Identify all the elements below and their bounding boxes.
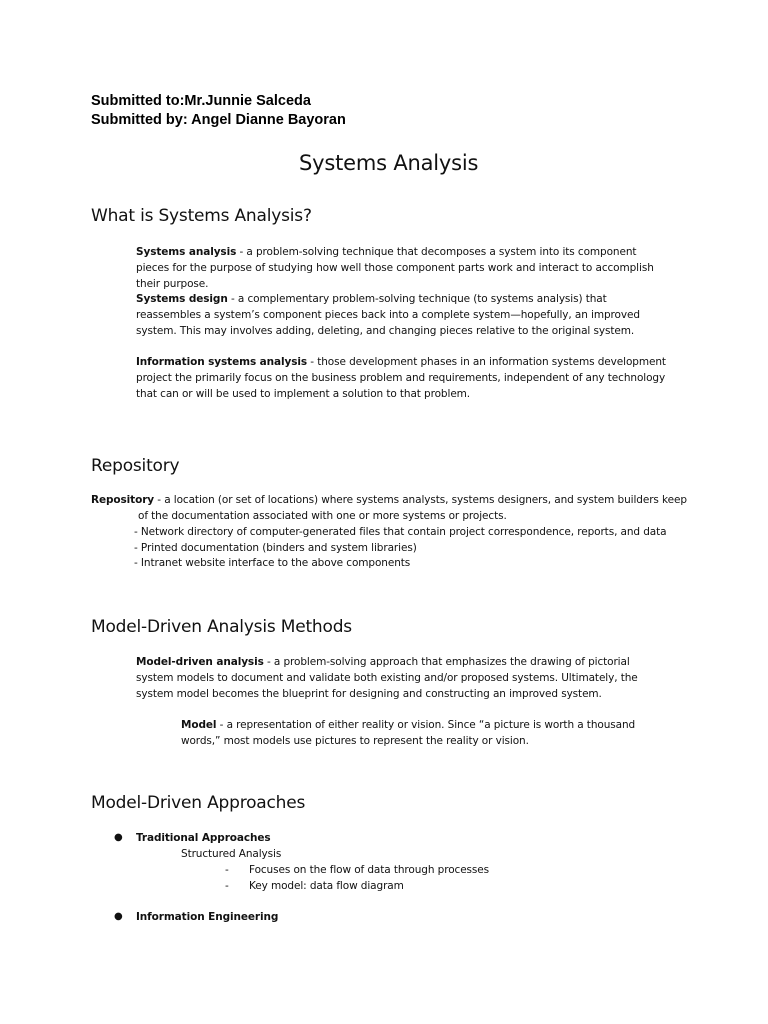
definition-systems-design bbox=[136, 292, 666, 339]
definition-text: - a problem-solving technique that decomposes a system into its component pieces for the purpose of studying how well those component parts work and interact to accomplish their purpose. bbox=[136, 246, 654, 290]
dash-icon: - bbox=[225, 864, 229, 876]
definition-text: - a complementary problem-solving technique (to systems analysis) that reassembles a system’s component pieces back into a complete system—hopefully, an improved system. This may involves adding, deleting, and changing pieces relative to the original system. bbox=[136, 293, 640, 337]
section-heading-model-driven-approaches: Model-Driven Approaches bbox=[91, 793, 306, 813]
submitted-to: Submitted to:Mr.Junnie Salceda bbox=[91, 93, 311, 109]
definition-information-systems-analysis bbox=[136, 355, 666, 402]
bullet-traditional-approaches: Traditional Approaches bbox=[136, 832, 271, 844]
definition-text: - a problem-solving approach that emphasizes the drawing of pictorial system models to document and validate both existing and/or proposed systems. Ultimately, the system model becomes the blueprint for designing and constructing an improved system. bbox=[136, 656, 638, 700]
section-heading-repository: Repository bbox=[91, 456, 180, 476]
dash-item: Focuses on the flow of data through processes bbox=[249, 864, 490, 876]
definition-text: - a representation of either reality or vision. Since “a picture is worth a thousand words,” most models use pictures to represent the reality or vision. bbox=[181, 719, 636, 747]
definition-model-driven-analysis bbox=[136, 655, 666, 702]
sub-item-structured-analysis: Structured Analysis bbox=[181, 848, 282, 860]
term-repository: Repository bbox=[91, 494, 155, 506]
document-title: Systems Analysis bbox=[299, 151, 479, 175]
submitted-by: Submitted by: Angel Dianne Bayoran bbox=[91, 112, 346, 128]
definition-model bbox=[181, 718, 673, 750]
definition-systems-analysis bbox=[136, 245, 666, 292]
list-item: - Intranet website interface to the above components bbox=[134, 557, 411, 569]
repository-definition-line2: of the documentation associated with one or more systems or projects. bbox=[138, 510, 507, 522]
section-heading-what-is: What is Systems Analysis? bbox=[91, 206, 312, 226]
term-model-driven-analysis: Model-driven analysis bbox=[136, 656, 264, 668]
bullet-information-engineering: Information Engineering bbox=[136, 911, 279, 923]
list-item: - Network directory of computer-generated files that contain project correspondence, reports, and data bbox=[134, 526, 667, 538]
dash-item: Key model: data flow diagram bbox=[249, 880, 404, 892]
bullet-icon: ● bbox=[114, 911, 123, 922]
definition-text: - those development phases in an information systems development project the primarily focus on the business problem and requirements, independent of any technology that can or will be used to implement a solution to that problem. bbox=[136, 356, 666, 400]
repository-definition-line1: Repository - a location (or set of locations) where systems analysts, systems designers, and system builders keep bbox=[91, 494, 687, 506]
dash-icon: - bbox=[225, 880, 229, 892]
term-systems-design: Systems design bbox=[136, 293, 228, 305]
term-model: Model bbox=[181, 719, 217, 731]
term-information-systems-analysis: Information systems analysis bbox=[136, 356, 308, 368]
bullet-icon: ● bbox=[114, 832, 123, 843]
list-item: - Printed documentation (binders and system libraries) bbox=[134, 542, 417, 554]
term-systems-analysis: Systems analysis bbox=[136, 246, 237, 258]
section-heading-model-driven-analysis: Model-Driven Analysis Methods bbox=[91, 617, 352, 637]
